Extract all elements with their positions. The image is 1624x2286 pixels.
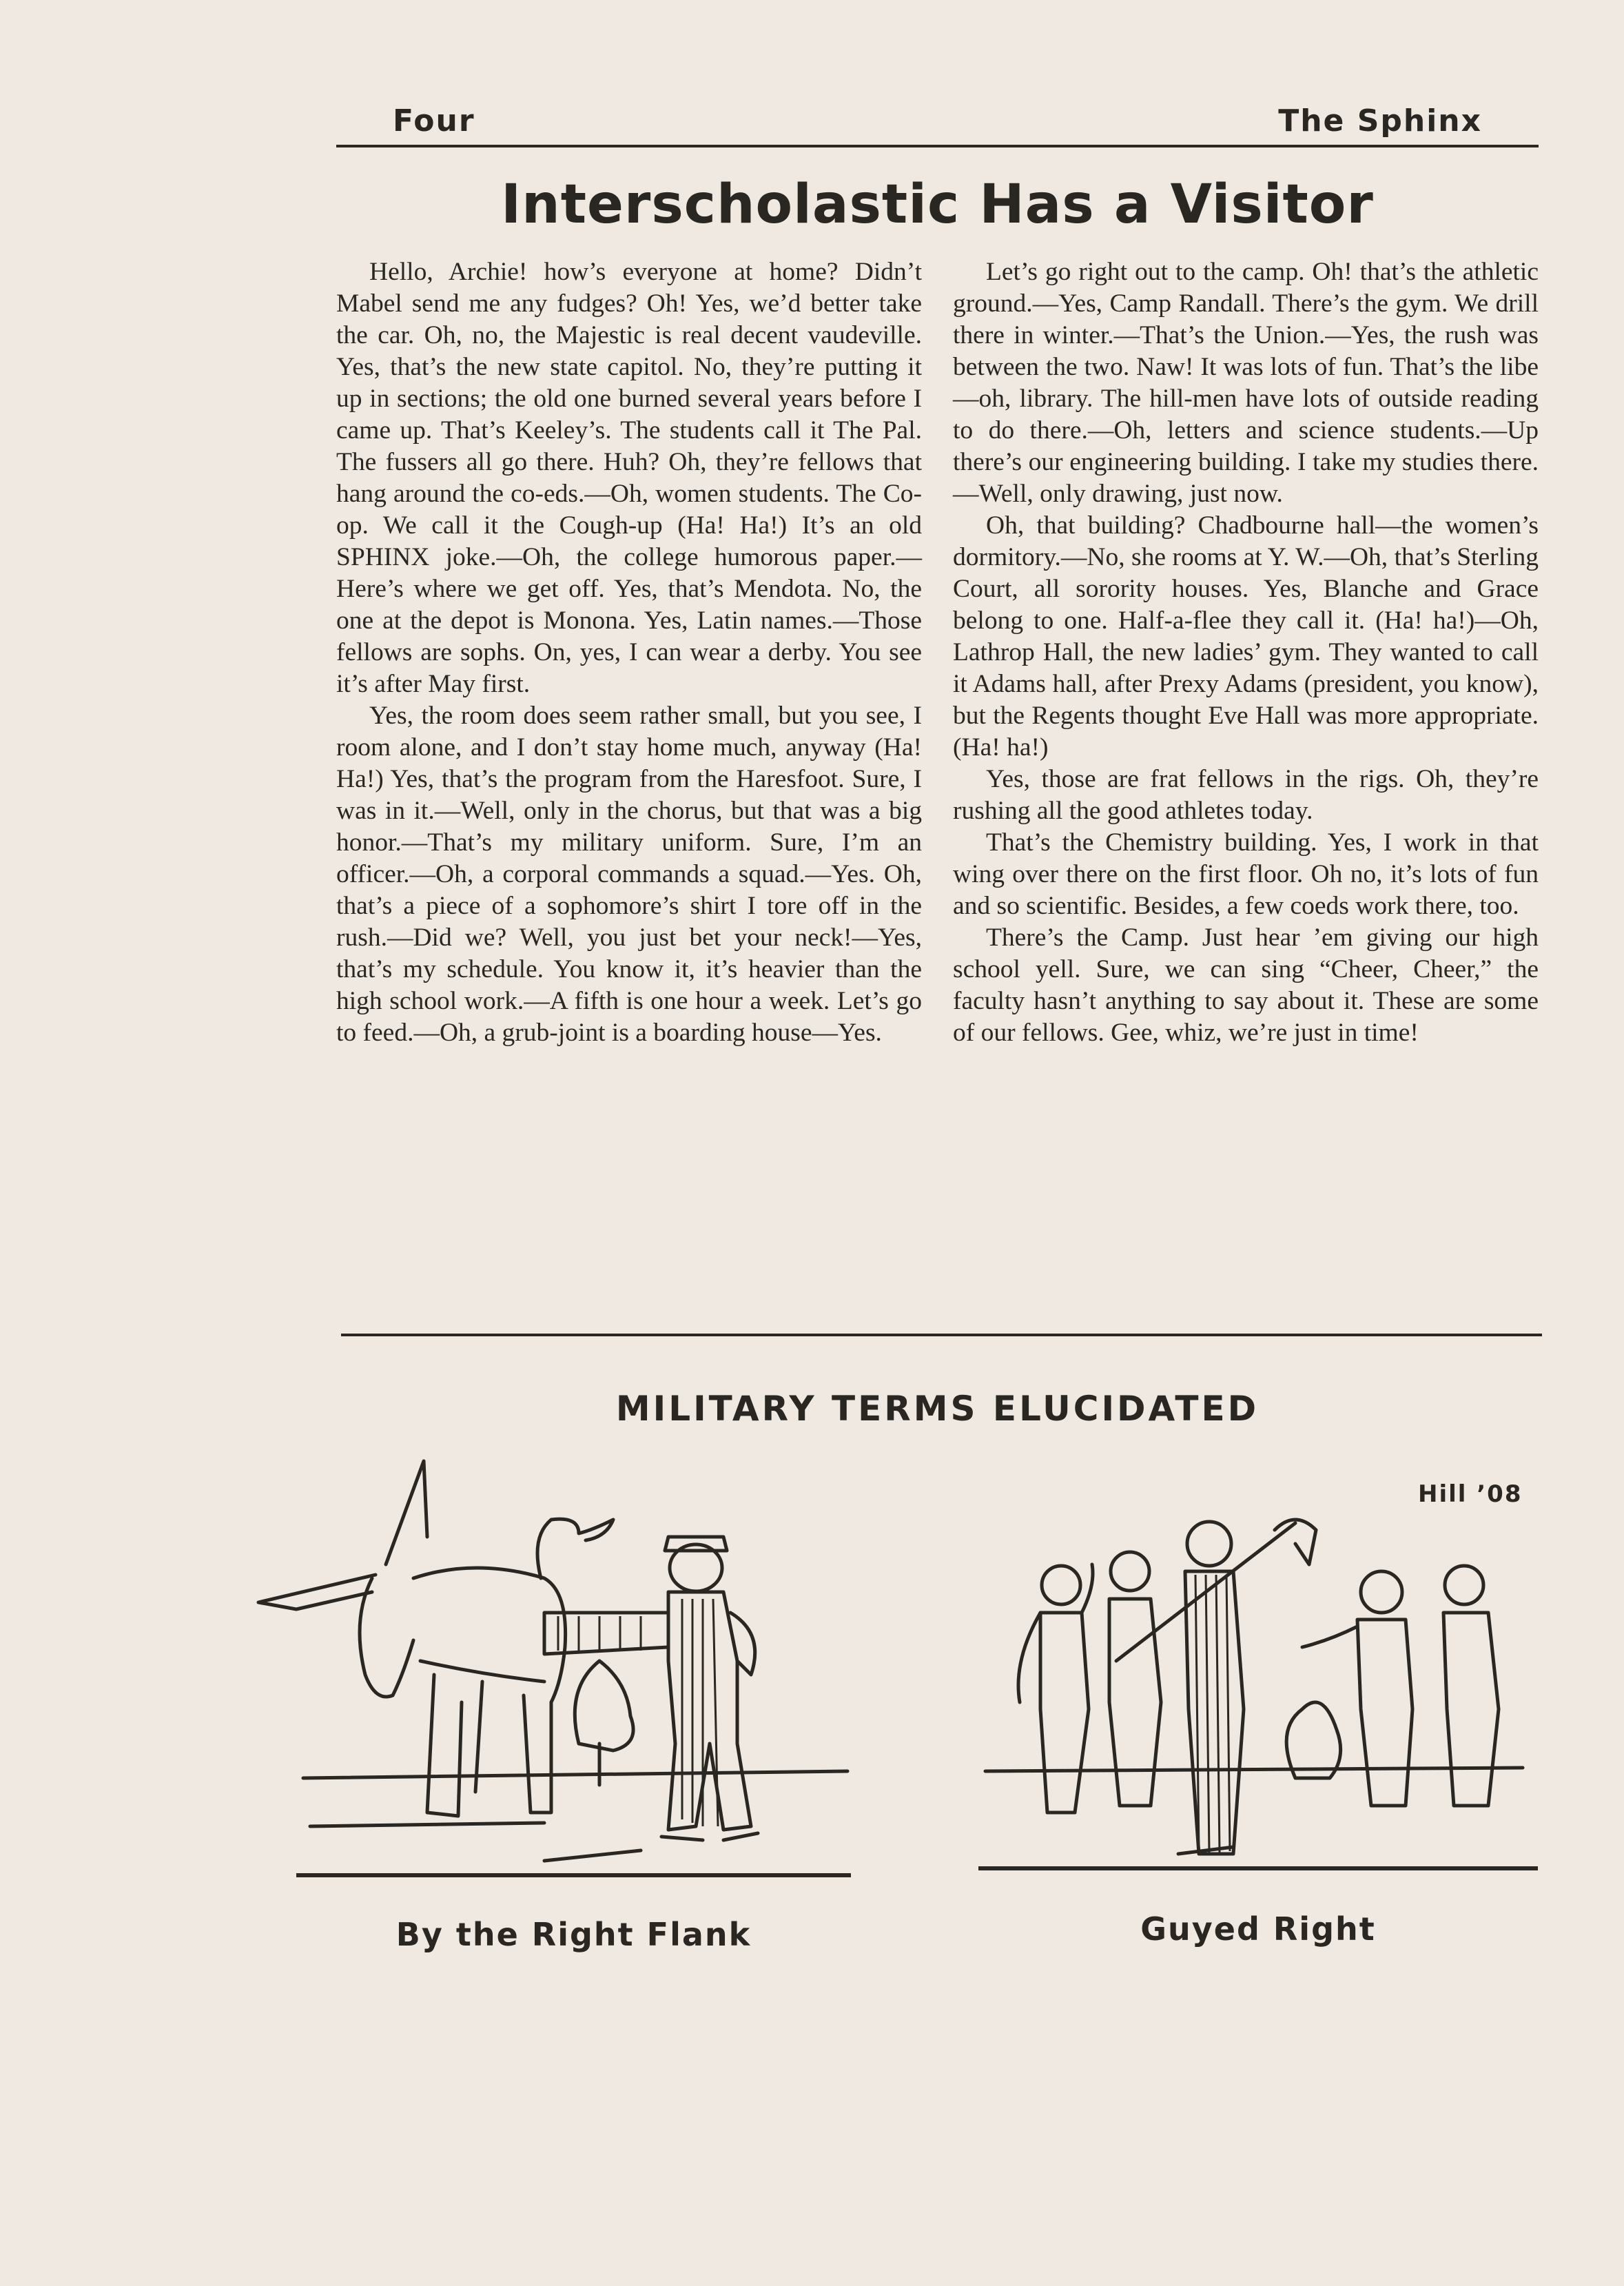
section-title: MILITARY TERMS ELUCIDATED: [615, 1389, 1260, 1429]
publication-name: The Sphinx: [1278, 103, 1482, 139]
page-header: [336, 103, 1539, 145]
article-left-column: [336, 256, 922, 1049]
article-end-rule: [341, 1334, 1542, 1336]
paragraph: Let’s go right out to the camp. Oh! that’s the athletic ground.—Yes, Camp Randall. There’s the gym. We drill there in winter.—That’s the Union.—Yes, the rush was between the two. Naw! It was lots of fun. That’s the libe—oh, library. The hill-men have lots of outside reading to do there.—Oh, letters and science students.—Up there’s our engineering building. I take my studies there.—Well, only drawing, just now.: [953, 258, 1539, 508]
header-rule: [336, 145, 1539, 147]
paragraph: Yes, those are frat fellows in the rigs. Oh, they’re rushing all the good athletes today.: [953, 765, 1539, 825]
cartoon-right: [972, 1482, 1543, 1875]
cartoon-right-caption: Guyed Right: [1140, 1910, 1376, 1948]
cartoon-right-rule: [978, 1866, 1538, 1870]
cartoon-left: [255, 1454, 861, 1881]
paragraph: Hello, Archie! how’s everyone at home? Didn’t Mabel send me any fudges? Oh! Yes, we’d better take the car. Oh, no, the Majestic is real decent vaudeville. Yes, that’s the new state capitol. No, they’re putting it up in sections; the old one burned several years before I came up. That’s Keeley’s. The students call it The Pal. The fussers all go there. Huh? Oh, they’re fellows that hang around the co-eds.—Oh, women students. The Co-op. We call it the Cough-up (Ha! Ha!) It’s an old SPHINX joke.—Oh, the college humorous paper.—Here’s where we get off. Yes, that’s Mendota. No, the one at the depot is Monona. Yes, Latin names.—Those fellows are sophs. On, yes, I can wear a derby. You see it’s after May first.: [336, 258, 922, 698]
signature: Hill ’08: [1418, 1480, 1523, 1508]
page-number: Four: [393, 103, 475, 139]
paragraph: That’s the Chemistry building. Yes, I work in that wing over there on the first floor. Oh no, it’s lots of fun and so scientific. Besides, a few coeds work there, too.: [953, 828, 1539, 920]
article-title: Interscholastic Has a Visitor: [501, 174, 1374, 236]
article-right-column: [953, 256, 1539, 1049]
paragraph: Yes, the room does seem rather small, but you see, I room alone, and I don’t stay home much, anyway (Ha! Ha!) Yes, that’s the program from the Haresfoot. Sure, I was in it.—Well, only in the chorus, but that was a big honor.—That’s my military uniform. Sure, I’m an officer.—Oh, a corporal commands a squad.—Yes. Oh, that’s a piece of a sophomore’s shirt I tore off in the rush.—Did we? Well, you just bet your neck!—Yes, that’s my schedule. You know it, it’s heavier than the high school work.—A fifth is one hour a week. Let’s go to feed.—Oh, a grub-joint is a boarding house—Yes.: [336, 702, 922, 1047]
cartoon-left-caption: By the Right Flank: [395, 1916, 752, 1953]
paragraph: There’s the Camp. Just hear ’em giving our high school yell. Sure, we can sing “Cheer, Cheer,” the faculty hasn’t anything to say about it. These are some of our fellows. Gee, whiz, we’re just in time!: [953, 923, 1539, 1047]
cartoon-left-rule: [296, 1873, 851, 1877]
paragraph: Oh, that building? Chadbourne hall—the women’s dormitory.—No, she rooms at Y. W.—Oh, that’s Sterling Court, all sorority houses. Yes, Blanche and Grace belong to one. Half-a-flee they call it. (Ha! ha!)—Oh, Lathrop Hall, the new ladies’ gym. They wanted to call it Adams hall, after Prexy Adams (president, you know), but the Regents thought Eve Hall was more appropriate. (Ha! ha!): [953, 511, 1539, 762]
